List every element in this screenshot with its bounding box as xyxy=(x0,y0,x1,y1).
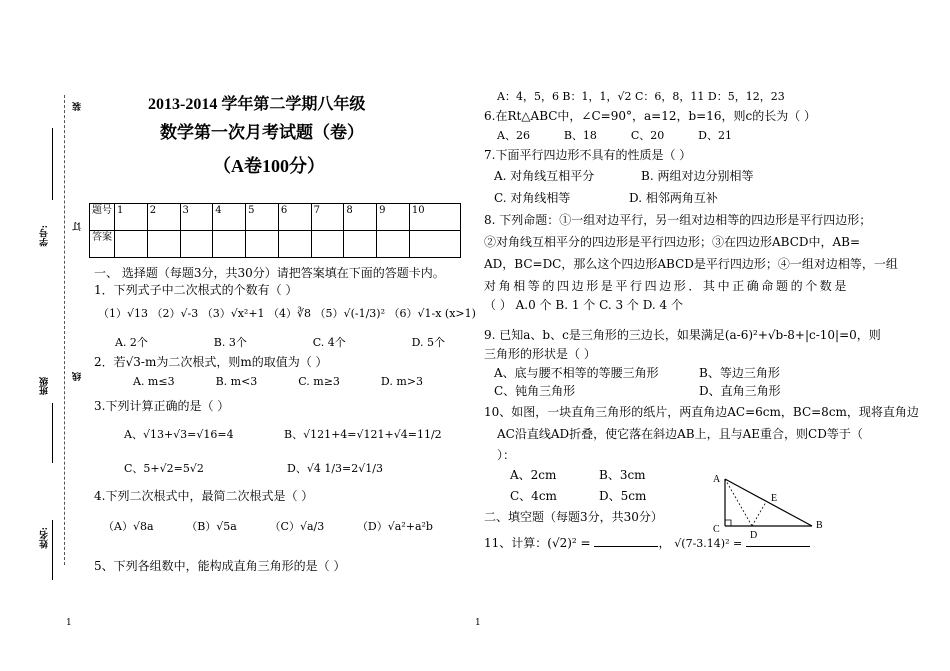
seal-char-3: 线 xyxy=(73,372,83,381)
option: D、21 xyxy=(698,129,732,142)
question-11-part-2: √(7-3.14)² = xyxy=(674,537,743,550)
answer-cell[interactable] xyxy=(278,231,311,258)
seal-char-1: 装 xyxy=(73,102,83,111)
table-row xyxy=(90,231,461,258)
question-3-option-d: D、√4 1/3=2√1/3 xyxy=(287,462,383,475)
answer-cell[interactable] xyxy=(311,231,344,258)
question-10-option-c: C、4cm xyxy=(510,489,557,503)
table-row xyxy=(90,204,461,231)
question-1: 1．下列式子中二次根式的个数有（ ） xyxy=(94,283,298,297)
answer-cell[interactable] xyxy=(147,231,180,258)
question-3: 3.下列计算正确的是（ ） xyxy=(94,399,230,413)
question-6: 6.在Rt△ABC中，∠C=90°，a=12，b=16，则c的长为（ ） xyxy=(484,109,817,123)
student-number-line xyxy=(52,128,53,200)
question-4: 4.下列二次根式中，最简二次根式是（ ） xyxy=(94,489,314,503)
answer-cell[interactable] xyxy=(246,231,279,258)
right-angle-mark xyxy=(725,520,731,526)
student-number-label: 学号: xyxy=(40,225,50,247)
question-10-line-2: AC沿直线AD折叠，使它落在斜边AB上，且与AE重合，则CD等于（ xyxy=(497,427,863,441)
segment-de xyxy=(752,502,766,526)
option: A. m≤3 xyxy=(133,375,175,388)
side-ab xyxy=(725,479,812,526)
question-9-option-c: C、钝角三角形 xyxy=(494,384,576,398)
option: （D）√a²+a²b xyxy=(356,520,433,533)
question-9-option-d: D、直角三角形 xyxy=(699,384,781,398)
answer-cell[interactable] xyxy=(213,231,246,258)
question-number-cell: 6 xyxy=(278,204,311,231)
question-number-cell: 8 xyxy=(344,204,377,231)
option: A、26 xyxy=(497,129,530,142)
question-10-line-3: ）： xyxy=(497,448,516,462)
question-10-option-b: B、3cm xyxy=(599,468,646,482)
question-4-options xyxy=(103,518,433,534)
question-9-option-a: A、底与腰不相等的等腰三角形 xyxy=(494,366,659,380)
question-5: 5、下列各组数中，能构成直角三角形的是（ ） xyxy=(94,559,346,573)
answer-table xyxy=(89,203,461,258)
section-2-heading: 二、填空题（每题3分，共30分） xyxy=(484,510,663,524)
question-9-line-1: 9. 已知a、b、c是三角形的三边长，如果满足(a-6)²+√b-8+|c-10|=0，则 xyxy=(484,328,881,342)
question-8-line-5: （ ） A.0 个 B. 1 个 C. 3 个 D. 4 个 xyxy=(484,298,684,312)
answer-cell[interactable] xyxy=(409,231,460,258)
option: B. m<3 xyxy=(215,375,258,388)
question-number-cell: 7 xyxy=(311,204,344,231)
question-9-line-2: 三角形的形状是（ ） xyxy=(484,347,596,361)
name-label: 姓名: xyxy=(40,527,50,549)
option: C、20 xyxy=(630,129,665,142)
question-9-option-b: B、等边三角形 xyxy=(699,366,780,380)
question-number-cell: 1 xyxy=(115,204,148,231)
table-header-cell: 答案 xyxy=(90,231,115,258)
page-number-right: 1 xyxy=(475,618,481,628)
question-7-option-c: C. 对角线相等 xyxy=(494,191,571,205)
exam-title-line2: 数学第一次月考试题（卷） xyxy=(160,123,364,142)
question-8-line-2: ②对角线互相平分的四边形是平行四边形；③在四边形ABCD中，AB= xyxy=(484,235,861,249)
label-d: D xyxy=(750,530,758,541)
question-2-options xyxy=(133,375,423,388)
label-a: A xyxy=(713,474,721,485)
question-2: 2．若√3-m为二次根式，则m的取值为（ ） xyxy=(94,355,328,369)
exam-title-line3: （A卷100分） xyxy=(213,156,325,176)
label-e: E xyxy=(771,493,778,504)
question-number-cell: 2 xyxy=(147,204,180,231)
answer-cell[interactable] xyxy=(344,231,377,258)
class-line xyxy=(52,403,53,463)
question-7: 7.下面平行四边形不具有的性质是（ ） xyxy=(484,148,692,162)
question-11-part-1: 11、计算：(√2)² = xyxy=(484,536,591,550)
question-number-cell: 5 xyxy=(246,204,279,231)
question-10-option-d: D、5cm xyxy=(599,489,647,503)
binding-line xyxy=(64,95,65,565)
question-number-cell: 3 xyxy=(180,204,213,231)
answer-blank-1[interactable] xyxy=(594,546,658,547)
option: C. 4个 xyxy=(312,336,346,349)
option: D. 5个 xyxy=(411,336,445,349)
option: B、18 xyxy=(563,129,597,142)
answer-cell[interactable] xyxy=(180,231,213,258)
question-8-line-1: 8. 下列命题：①一组对边平行，另一组对边相等的四边形是平行四边形； xyxy=(484,213,872,227)
question-10-option-a: A、2cm xyxy=(510,468,557,482)
answer-cell[interactable] xyxy=(115,231,148,258)
option: C. m≥3 xyxy=(298,375,340,388)
option: （B）√5a xyxy=(186,520,237,533)
question-3-option-c: C、5+√2=5√2 xyxy=(124,462,204,475)
question-5-options: A：4，5，6 B：1，1，√2 C：6，8，11 D：5，12，23 xyxy=(497,90,785,103)
question-8-line-3: AD，BC=DC，那么这个四边形ABCD是平行四边形；④一组对边相等，一组 xyxy=(484,257,898,271)
question-3-option-a: A、√13+√3=√16=4 xyxy=(124,428,234,441)
option: B. 3个 xyxy=(213,336,247,349)
label-c: C xyxy=(713,524,720,535)
answer-blank-2[interactable] xyxy=(746,546,810,547)
option: A. 2个 xyxy=(115,336,148,349)
option: （C）√a/3 xyxy=(269,520,325,533)
answer-cell[interactable] xyxy=(377,231,410,258)
label-b: B xyxy=(816,520,823,531)
question-number-cell: 9 xyxy=(377,204,410,231)
triangle-figure xyxy=(708,470,832,542)
table-header-cell: 题号 xyxy=(90,204,115,231)
question-11: 11、计算：(√2)² = ， √(7-3.14)² = xyxy=(484,534,810,551)
exam-title-line1: 2013-2014 学年第二学期八年级 xyxy=(148,96,366,113)
option: （A）√8a xyxy=(103,520,154,533)
question-8-line-4: 对角相等的四边形是平行四边形．其中正确命题的个数是 xyxy=(484,279,850,293)
question-1-options xyxy=(115,334,445,350)
question-7-option-b: B. 两组对边分别相等 xyxy=(641,169,754,183)
option: D. m>3 xyxy=(380,375,423,388)
question-number-cell: 10 xyxy=(409,204,460,231)
question-1-items: （1）√13 （2）√-3 （3）√x²+1 （4）∛8 （5）√(-1/3)² （6）√1-x (x>1) xyxy=(98,307,476,320)
question-3-option-b: B、√121+4=√121+√4=11/2 xyxy=(284,428,442,441)
question-7-option-a: A. 对角线互相平分 xyxy=(494,169,595,183)
page-number-left: 1 xyxy=(66,618,72,628)
question-7-option-d: D. 相邻两角互补 xyxy=(629,191,718,205)
section-1-heading: 一、 选择题（每题3分，共30分）请把答案填在下面的答题卡内。 xyxy=(94,266,445,280)
class-label: 班级 xyxy=(40,377,50,395)
question-10-line-1: 10、如图，一块直角三角形的纸片，两直角边AC=6cm，BC=8cm，现将直角边 xyxy=(484,405,919,419)
question-6-options xyxy=(497,127,732,143)
question-number-cell: 4 xyxy=(213,204,246,231)
seal-char-2: 订 xyxy=(73,222,83,231)
name-line xyxy=(52,520,53,580)
